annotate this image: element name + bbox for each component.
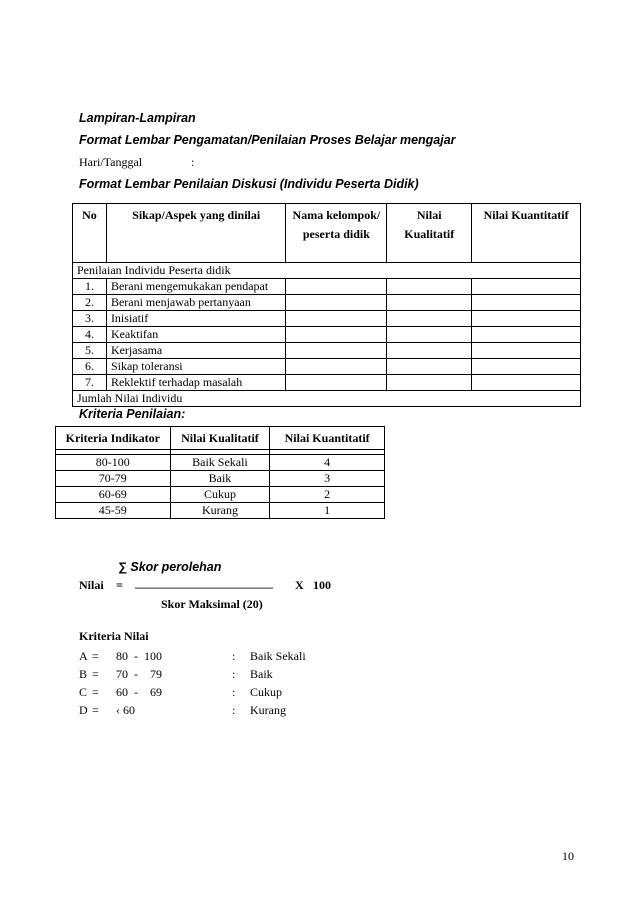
section-row [73,263,581,279]
grade-letter: C [79,685,88,699]
row-kuantitatif-cell [472,279,581,295]
table-row [73,327,581,343]
row-no: 5. [73,343,107,359]
criteria-kualitatif: Baik Sekali [170,455,270,471]
kriteria-nilai-title: Kriteria Nilai [79,629,149,643]
grade-range: 80 - 100 [116,649,162,663]
table-row [73,375,581,391]
header-kuantitatif: Nilai Kuantitatif [472,204,581,263]
criteria-header-kualitatif: Nilai Kualitatif [170,427,270,450]
criteria-kualitatif: Cukup [170,487,270,503]
formula-numerator: ∑ Skor perolehan [118,560,222,574]
row-aspek: Kerjasama [106,343,286,359]
table-row [56,455,385,471]
criteria-kualitatif: Kurang [170,503,270,519]
header-nama: Nama kelompok/ peserta didik [286,204,387,263]
grade-equals: = [92,649,99,663]
row-aspek: Berani mengemukakan pendapat [106,279,286,295]
row-kualitatif-cell [387,343,472,359]
header-aspek: Sikap/Aspek yang dinilai [106,204,286,263]
criteria-range: 45-59 [56,503,171,519]
formula-hundred: 100 [313,578,331,592]
hari-tanggal-label: Hari/Tanggal [79,155,143,169]
header-no: No [73,204,107,263]
grade-equals: = [92,667,99,681]
grade-desc: Kurang [250,703,286,717]
list-item [0,703,638,719]
grade-colon: : [232,703,236,717]
list-item [0,649,638,665]
assessment-table [72,203,581,407]
table-header-row [73,204,581,263]
row-no: 6. [73,359,107,375]
row-kualitatif-cell [387,375,472,391]
formula-nilai-label: Nilai [79,578,104,592]
grade-range: ‹ 60 [116,703,135,717]
table-row [56,503,385,519]
row-no: 4. [73,327,107,343]
grade-letter: D [79,703,88,717]
table-row [73,359,581,375]
row-aspek: Keaktifan [106,327,286,343]
row-kuantitatif-cell [472,327,581,343]
criteria-kuantitatif: 2 [270,487,385,503]
row-kuantitatif-cell [472,375,581,391]
page-number: 10 [562,849,574,863]
criteria-header-indikator: Kriteria Indikator [56,427,171,450]
row-no: 7. [73,375,107,391]
grade-desc: Baik [250,667,273,681]
row-nama-cell [286,343,387,359]
row-nama-cell [286,279,387,295]
list-item [0,667,638,683]
kriteria-penilaian-title: Kriteria Penilaian: [79,407,186,421]
grade-colon: : [232,667,236,681]
grade-letter: A [79,649,88,663]
formula-times: X [295,578,304,592]
format-title: Format Lembar Pengamatan/Penilaian Proses Belajar mengajar [79,133,456,147]
row-kuantitatif-cell [472,343,581,359]
criteria-kualitatif: Baik [170,471,270,487]
table-row [73,311,581,327]
formula-fraction-line: _______________________ [135,576,273,590]
criteria-header-kuantitatif: Nilai Kuantitatif [270,427,385,450]
criteria-range: 60-69 [56,487,171,503]
row-kuantitatif-cell [472,311,581,327]
grade-colon: : [232,649,236,663]
table-row [73,343,581,359]
grade-desc: Baik Sekali [250,649,306,663]
row-no: 2. [73,295,107,311]
row-no: 1. [73,279,107,295]
row-kualitatif-cell [387,311,472,327]
formula-equals: = [116,578,123,592]
row-kualitatif-cell [387,359,472,375]
criteria-kuantitatif: 4 [270,455,385,471]
grade-equals: = [92,703,99,717]
criteria-range: 70-79 [56,471,171,487]
grade-desc: Cukup [250,685,283,699]
row-aspek: Inisiatif [106,311,286,327]
grade-letter: B [79,667,88,681]
table-row [56,471,385,487]
grade-range: 70 - 79 [116,667,162,681]
hari-tanggal-colon: : [191,155,195,169]
row-kualitatif-cell [387,327,472,343]
header-kualitatif: Nilai Kualitatif [387,204,472,263]
criteria-table [55,426,385,519]
grade-equals: = [92,685,99,699]
row-nama-cell [286,311,387,327]
section-label: Penilaian Individu Peserta didik [73,263,581,279]
row-nama-cell [286,295,387,311]
criteria-header-row [56,427,385,450]
criteria-range: 80-100 [56,455,171,471]
row-kuantitatif-cell [472,295,581,311]
row-nama-cell [286,375,387,391]
row-nama-cell [286,327,387,343]
diskusi-title: Format Lembar Penilaian Diskusi (Individu Peserta Didik) [79,177,419,191]
criteria-kuantitatif: 3 [270,471,385,487]
footer-label: Jumlah Nilai Individu [73,391,581,407]
row-no: 3. [73,311,107,327]
row-kualitatif-cell [387,279,472,295]
table-row [73,279,581,295]
formula-denominator: Skor Maksimal (20) [161,597,263,611]
footer-row [73,391,581,407]
criteria-kuantitatif: 1 [270,503,385,519]
row-kualitatif-cell [387,295,472,311]
grade-colon: : [232,685,236,699]
table-row [73,295,581,311]
table-row [56,487,385,503]
row-kuantitatif-cell [472,359,581,375]
lampiran-title: Lampiran-Lampiran [79,111,196,125]
row-nama-cell [286,359,387,375]
list-item [0,685,638,701]
grade-range: 60 - 69 [116,685,162,699]
row-aspek: Sikap toleransi [106,359,286,375]
row-aspek: Berani menjawab pertanyaan [106,295,286,311]
row-aspek: Reklektif terhadap masalah [106,375,286,391]
